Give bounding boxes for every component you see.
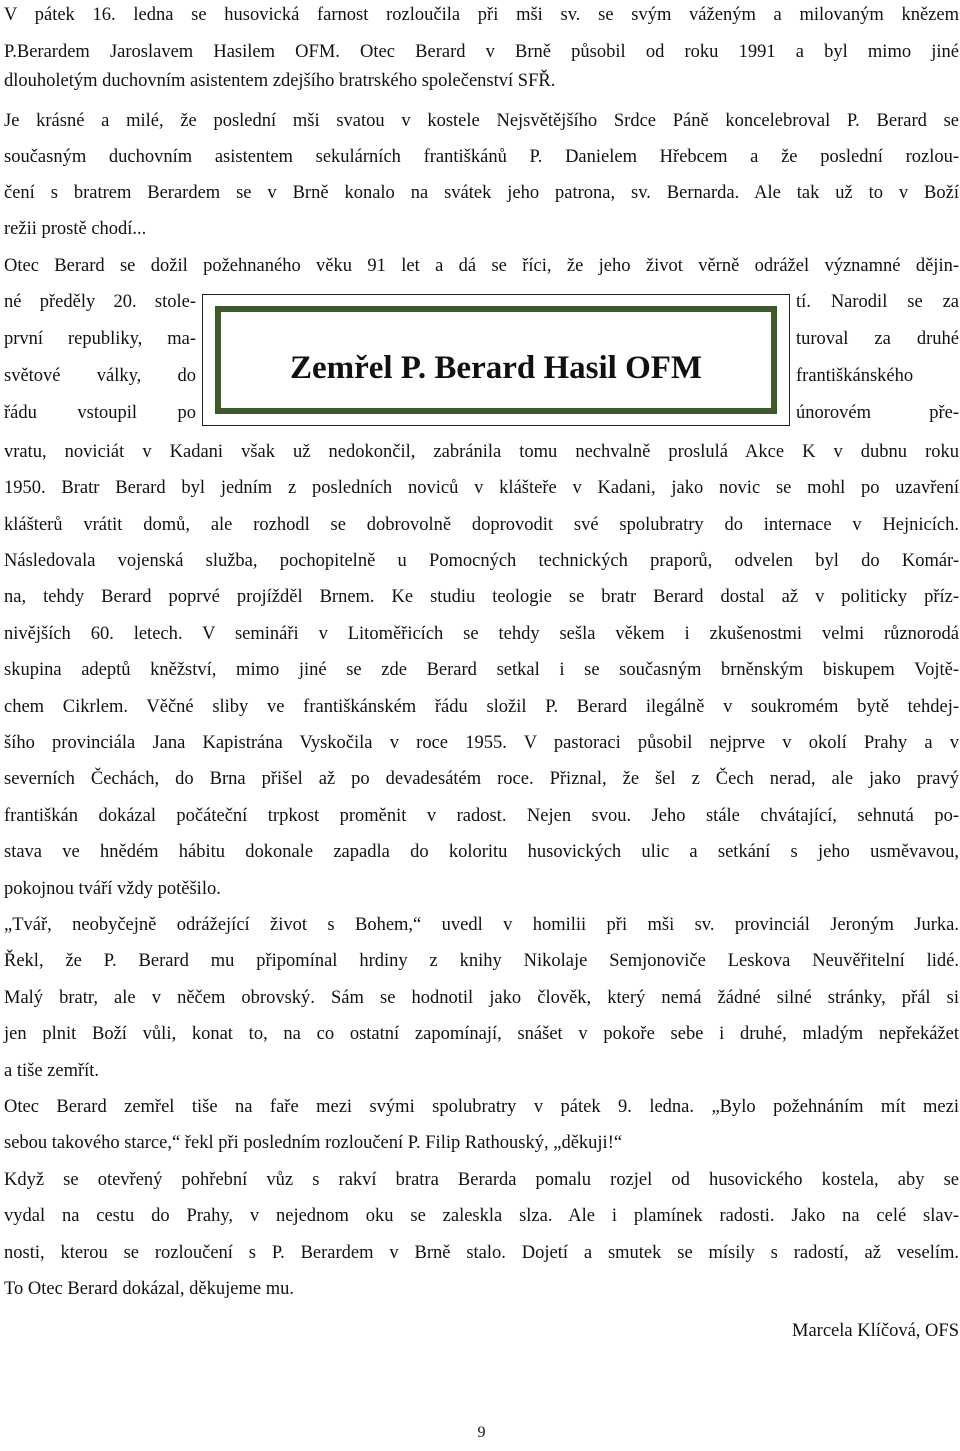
text-line-right: tí. Narodil se za bbox=[796, 292, 959, 312]
text-line: Je krásné a milé, že poslední mši svatou v kostele Nejsvětějšího Srdce Páně koncelebroval P. Berard se bbox=[4, 111, 959, 131]
text-line: klášterů vrátit domů, ale rozhodl se dobrovolně doprovodit své spolubratry do internace v Hejnicích. bbox=[4, 515, 959, 535]
text-line-left: řádu vstoupil po bbox=[4, 403, 196, 423]
text-line: Řekl, že P. Berard mu připomínal hrdiny z knihy Nikolaje Semjonoviče Leskova Neuvěřitelní lidé. bbox=[4, 951, 959, 971]
text-line: sebou takového starce,“ řekl při posledním rozloučení P. Filip Rathouský, „děkuji!“ bbox=[4, 1133, 623, 1153]
text-line: Otec Berard se dožil požehnaného věku 91 let a dá se říci, že jeho život věrně odrážel významné dějin- bbox=[4, 256, 959, 276]
page-number: 9 bbox=[477, 1424, 486, 1441]
text-line-left: první republiky, ma- bbox=[4, 329, 196, 349]
article-title: Zemřel P. Berard Hasil OFM bbox=[289, 350, 703, 386]
text-line: stava ve hnědém hábitu dokonale zapadla do koloritu husovických ulic a setkání s jeho usměvavou, bbox=[4, 842, 959, 862]
text-line: režii prostě chodí... bbox=[4, 219, 147, 239]
text-line: vydal na cestu do Prahy, v nejednom oku se zaleskla slza. Ale i plamínek radosti. Jako na celé slav- bbox=[4, 1206, 959, 1226]
text-line: skupina adeptů kněžství, mimo jiné se zde Berard setkal i se současným brněnským biskupem Vojtě- bbox=[4, 660, 959, 680]
document-page bbox=[4, 0, 959, 1451]
text-line-left: světové války, do bbox=[4, 366, 196, 386]
author-signature: Marcela Klíčová, OFS bbox=[792, 1321, 959, 1341]
text-line: chem Cikrlem. Věčné sliby ve františkánském řádu složil P. Berard ilegálně v soukromém bytě tehdej- bbox=[4, 697, 959, 717]
text-line: jen plnit Boží vůli, konat to, na co ostatní zapomínají, snášet v pokoře sebe i druhé, mladým nepřekážet bbox=[4, 1024, 959, 1044]
text-line: P.Berardem Jaroslavem Hasilem OFM. Otec Berard v Brně působil od roku 1991 a byl mimo jiné bbox=[4, 42, 959, 62]
text-line: nivějších 60. letech. V semináři v Litoměřicích se tehdy sešla věkem i zkušenostmi velmi různorodá bbox=[4, 624, 959, 644]
text-line: nosti, kterou se rozloučení s P. Berardem v Brně stalo. Dojetí a smutek se mísily s radostí, až veselím. bbox=[4, 1243, 959, 1263]
text-line: současným duchovním asistentem sekulárních františkánů P. Danielem Hřebcem a že poslední rozlou- bbox=[4, 147, 959, 167]
text-line: vratu, noviciát v Kadani však už nedokončil, zabránila tomu nechvalně proslulá Akce K v dubnu roku bbox=[4, 442, 959, 462]
title-box-frame bbox=[215, 306, 777, 414]
text-line-right: únorovém pře- bbox=[796, 403, 959, 423]
text-line: na, tehdy Berard poprvé projížděl Brnem. Ke studiu teologie se bratr Berard dostal až v politicky příz- bbox=[4, 587, 959, 607]
text-line: Následovala vojenská služba, pochopitelně u Pomocných technických praporů, odvelen byl do Komár- bbox=[4, 551, 959, 571]
text-line: „Tvář, neobyčejně odrážející život s Bohem,“ uvedl v homilii při mši sv. provinciál Jeroným Jurka. bbox=[4, 915, 959, 935]
text-line: V pátek 16. ledna se husovická farnost rozloučila při mši sv. se svým váženým a milovaným knězem bbox=[4, 5, 959, 25]
text-line: čení s bratrem Berardem se v Brně konalo na svátek jeho patrona, sv. Bernarda. Ale tak už to v Boží bbox=[4, 183, 959, 203]
text-line: dlouholetým duchovním asistentem zdejšího bratrského společenství SFŘ. bbox=[4, 71, 556, 91]
text-line: Když se otevřený pohřební vůz s rakví bratra Berarda pomalu rozjel od husovického kostela, aby se bbox=[4, 1170, 959, 1190]
text-line: 1950. Bratr Berard byl jedním z posledních noviců v klášteře v Kadani, jako novic se mohl po uzavření bbox=[4, 478, 959, 498]
text-line: františkán dokázal počáteční trpkost proměnit v radost. Nejen svou. Jeho stále chvátající, sehnutá po- bbox=[4, 806, 959, 826]
text-line: a tiše zemřít. bbox=[4, 1061, 100, 1081]
text-line: Otec Berard zemřel tiše na faře mezi svými spolubratry v pátek 9. ledna. „Bylo požehnáním mít mezi bbox=[4, 1097, 959, 1117]
title-box bbox=[202, 294, 790, 426]
text-line-left: né předěly 20. stole- bbox=[4, 292, 196, 312]
text-line: šího provinciála Jana Kapistrána Vyskočila v roce 1955. V pastoraci působil nejprve v okolí Prahy a v bbox=[4, 733, 959, 753]
text-line: To Otec Berard dokázal, děkujeme mu. bbox=[4, 1279, 294, 1299]
text-line: Malý bratr, ale v něčem obrovský. Sám se hodnotil jako člověk, který nemá žádné silné stránky, přál si bbox=[4, 988, 959, 1008]
text-line-right: turoval za druhé bbox=[796, 329, 959, 349]
text-line: pokojnou tváří vždy potěšilo. bbox=[4, 879, 221, 899]
text-line-right: františkánského bbox=[796, 366, 914, 386]
text-line: severních Čechách, do Brna přišel až po devadesátém roce. Přiznal, že šel z Čech nerad, ale jako pravý bbox=[4, 769, 959, 789]
